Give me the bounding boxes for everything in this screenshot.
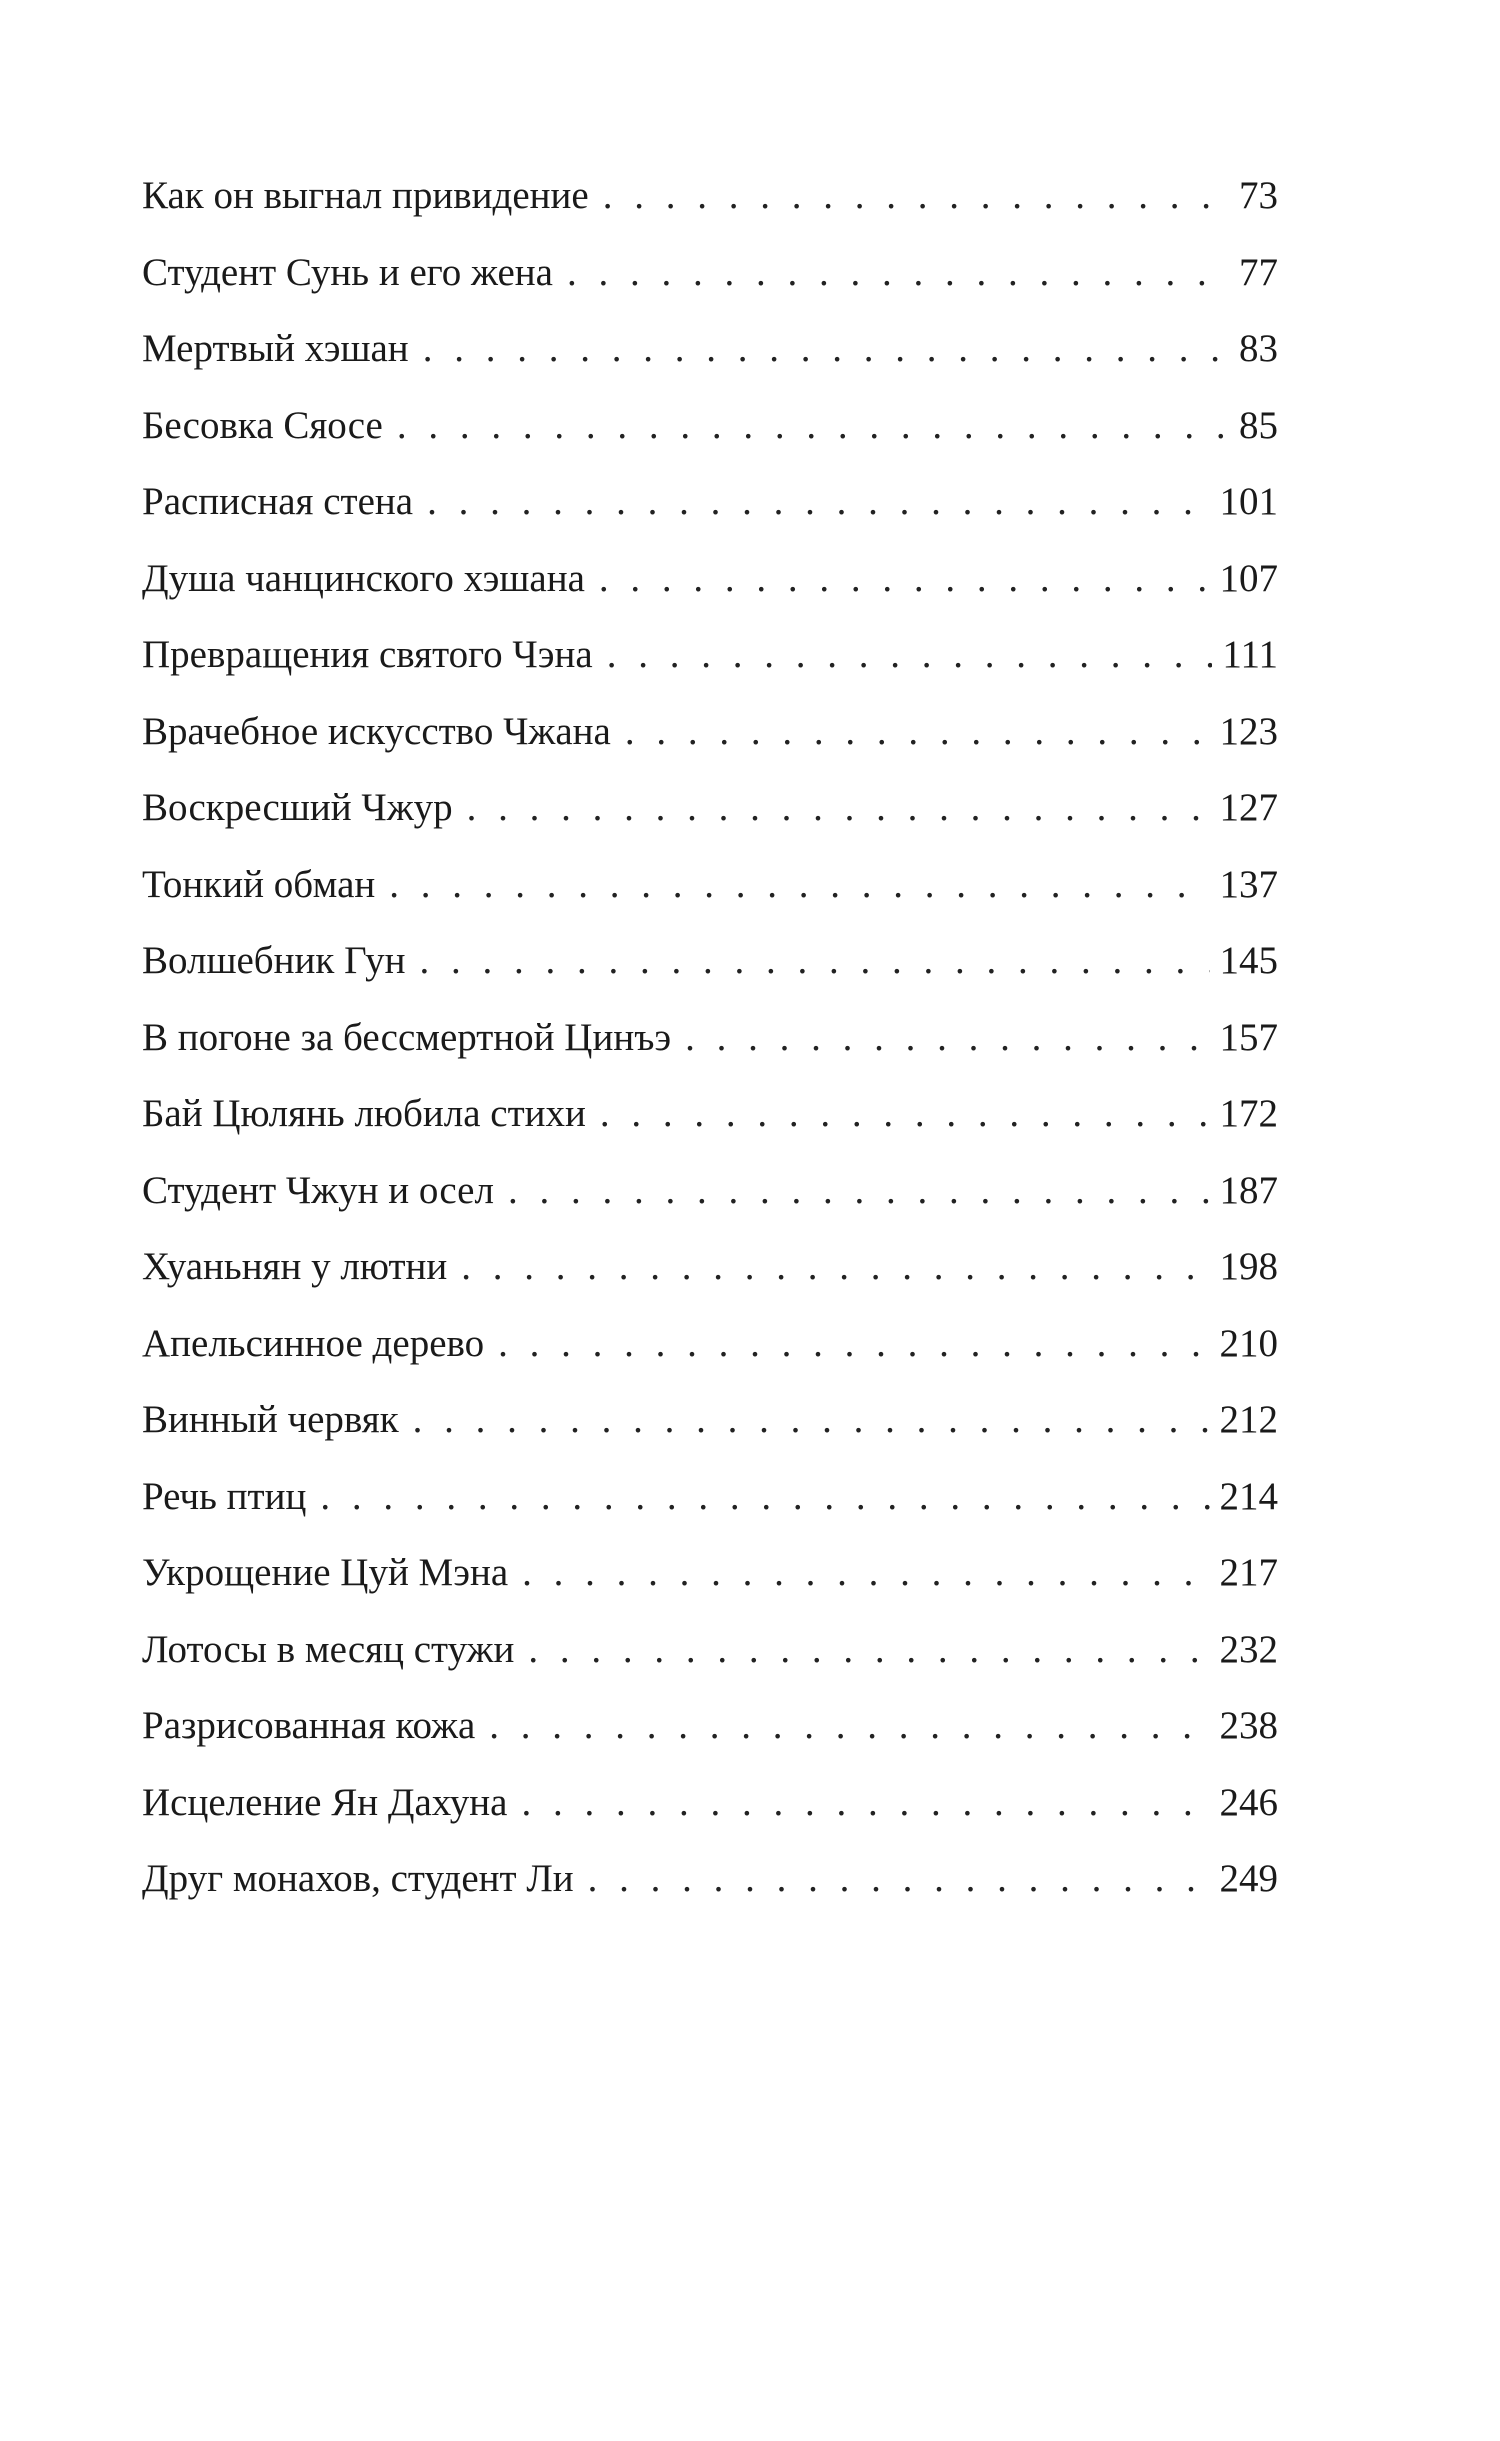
toc-entry-title: Лотосы в месяц стужи <box>142 1627 515 1671</box>
toc-entry-title: Душа чанцинского хэшана <box>142 556 585 600</box>
toc-dot-leader <box>567 235 1229 312</box>
toc-entry-page: 212 <box>1219 1398 1278 1441</box>
toc-entry <box>142 1076 1278 1153</box>
toc-dot-leader <box>600 1076 1210 1153</box>
toc-entry-title: Апельсинное дерево <box>142 1321 485 1365</box>
toc-entry <box>142 1153 1278 1230</box>
toc-entry-title: Укрощение Цуй Мэна <box>142 1551 509 1594</box>
toc-entry <box>142 923 1278 1000</box>
toc-dot-leader <box>528 1612 1209 1689</box>
toc-entry-page: 145 <box>1219 939 1278 982</box>
toc-dot-leader <box>599 541 1210 618</box>
toc-entry-title: Друг монахов, студент Ли <box>142 1857 574 1900</box>
toc-entry <box>142 1612 1278 1689</box>
toc-dot-leader <box>498 1306 1209 1383</box>
toc-entry-title: Бай Цюлянь любила стихи <box>142 1092 586 1135</box>
toc-dot-leader <box>413 1382 1210 1459</box>
toc-entry-page: 137 <box>1219 862 1278 906</box>
toc-entry <box>142 1535 1278 1612</box>
toc-entry-title: Тонкий обман <box>142 862 376 906</box>
toc-entry-page: 238 <box>1219 1704 1278 1747</box>
toc-entry <box>142 1306 1278 1383</box>
toc-entry-page: 172 <box>1219 1092 1278 1135</box>
toc-entry <box>142 388 1278 465</box>
toc-dot-leader <box>423 311 1229 388</box>
toc-entry <box>142 770 1278 847</box>
toc-entry-page: 107 <box>1219 556 1278 600</box>
toc-dot-leader <box>320 1459 1209 1536</box>
toc-dot-leader <box>625 694 1210 771</box>
toc-entry-title: Врачебное искусство Чжана <box>142 709 611 753</box>
toc-entry-page: 232 <box>1219 1627 1278 1671</box>
toc-dot-leader <box>508 1153 1210 1230</box>
toc-entry-title: Превращения святого Чэна <box>142 633 593 676</box>
toc-entry-page: 85 <box>1239 403 1278 447</box>
toc-entry <box>142 694 1278 771</box>
toc-entry <box>142 1382 1278 1459</box>
toc-entry <box>142 1000 1278 1077</box>
toc-entry <box>142 1229 1278 1306</box>
toc-entry-page: 210 <box>1219 1321 1278 1365</box>
toc-entry-title: Как он выгнал привидение <box>142 174 589 217</box>
toc-entry-title: Воскресший Чжур <box>142 786 453 829</box>
toc-dot-leader <box>603 158 1229 235</box>
toc-entry <box>142 1765 1278 1842</box>
toc-entry <box>142 617 1278 694</box>
toc-entry-title: В погоне за бессмертной Цинъэ <box>142 1015 672 1059</box>
toc-entry <box>142 1459 1278 1536</box>
toc-entry-page: 217 <box>1219 1551 1278 1594</box>
toc-dot-leader <box>397 388 1229 465</box>
toc-entry-title: Разрисованная кожа <box>142 1704 476 1747</box>
toc-dot-leader <box>389 847 1209 924</box>
toc-dot-leader <box>427 464 1209 541</box>
toc-entry <box>142 1841 1278 1918</box>
toc-dot-leader <box>607 617 1213 694</box>
toc-entry-title: Хуаньнян у лютни <box>142 1245 448 1288</box>
toc-dot-leader <box>467 770 1210 847</box>
toc-entry-title: Бесовка Сяосе <box>142 403 383 447</box>
toc-entry <box>142 464 1278 541</box>
toc-dot-leader <box>522 1535 1209 1612</box>
toc-dot-leader <box>461 1229 1209 1306</box>
toc-entry-title: Студент Чжун и осел <box>142 1168 494 1212</box>
toc-entry <box>142 847 1278 924</box>
toc-entry-page: 111 <box>1222 633 1278 676</box>
table-of-contents <box>142 158 1278 1918</box>
toc-entry-page: 214 <box>1219 1474 1278 1518</box>
toc-entry <box>142 1688 1278 1765</box>
toc-entry-title: Мертвый хэшан <box>142 327 409 370</box>
toc-entry <box>142 541 1278 618</box>
toc-dot-leader <box>521 1765 1209 1842</box>
toc-entry-page: 157 <box>1219 1015 1278 1059</box>
toc-dot-leader <box>489 1688 1209 1765</box>
toc-entry-title: Расписная стена <box>142 480 414 523</box>
toc-entry-title: Винный червяк <box>142 1398 399 1441</box>
toc-entry-page: 187 <box>1219 1168 1278 1212</box>
toc-dot-leader <box>685 1000 1209 1077</box>
toc-entry-page: 123 <box>1219 709 1278 753</box>
toc-entry-page: 246 <box>1219 1780 1278 1824</box>
toc-dot-leader <box>420 923 1210 1000</box>
toc-entry-title: Студент Сунь и его жена <box>142 250 553 294</box>
toc-entry-title: Исцеление Ян Дахуна <box>142 1780 508 1824</box>
toc-entry-page: 249 <box>1219 1857 1278 1900</box>
toc-entry-page: 198 <box>1219 1245 1278 1288</box>
toc-dot-leader <box>588 1841 1210 1918</box>
toc-entry <box>142 235 1278 312</box>
toc-entry-page: 127 <box>1219 786 1278 829</box>
toc-entry-page: 83 <box>1239 327 1278 370</box>
toc-entry-page: 77 <box>1239 250 1278 294</box>
toc-entry <box>142 158 1278 235</box>
toc-entry <box>142 311 1278 388</box>
toc-entry-title: Волшебник Гун <box>142 939 406 982</box>
toc-entry-title: Речь птиц <box>142 1474 307 1518</box>
toc-entry-page: 73 <box>1239 174 1278 217</box>
toc-entry-page: 101 <box>1219 480 1278 523</box>
